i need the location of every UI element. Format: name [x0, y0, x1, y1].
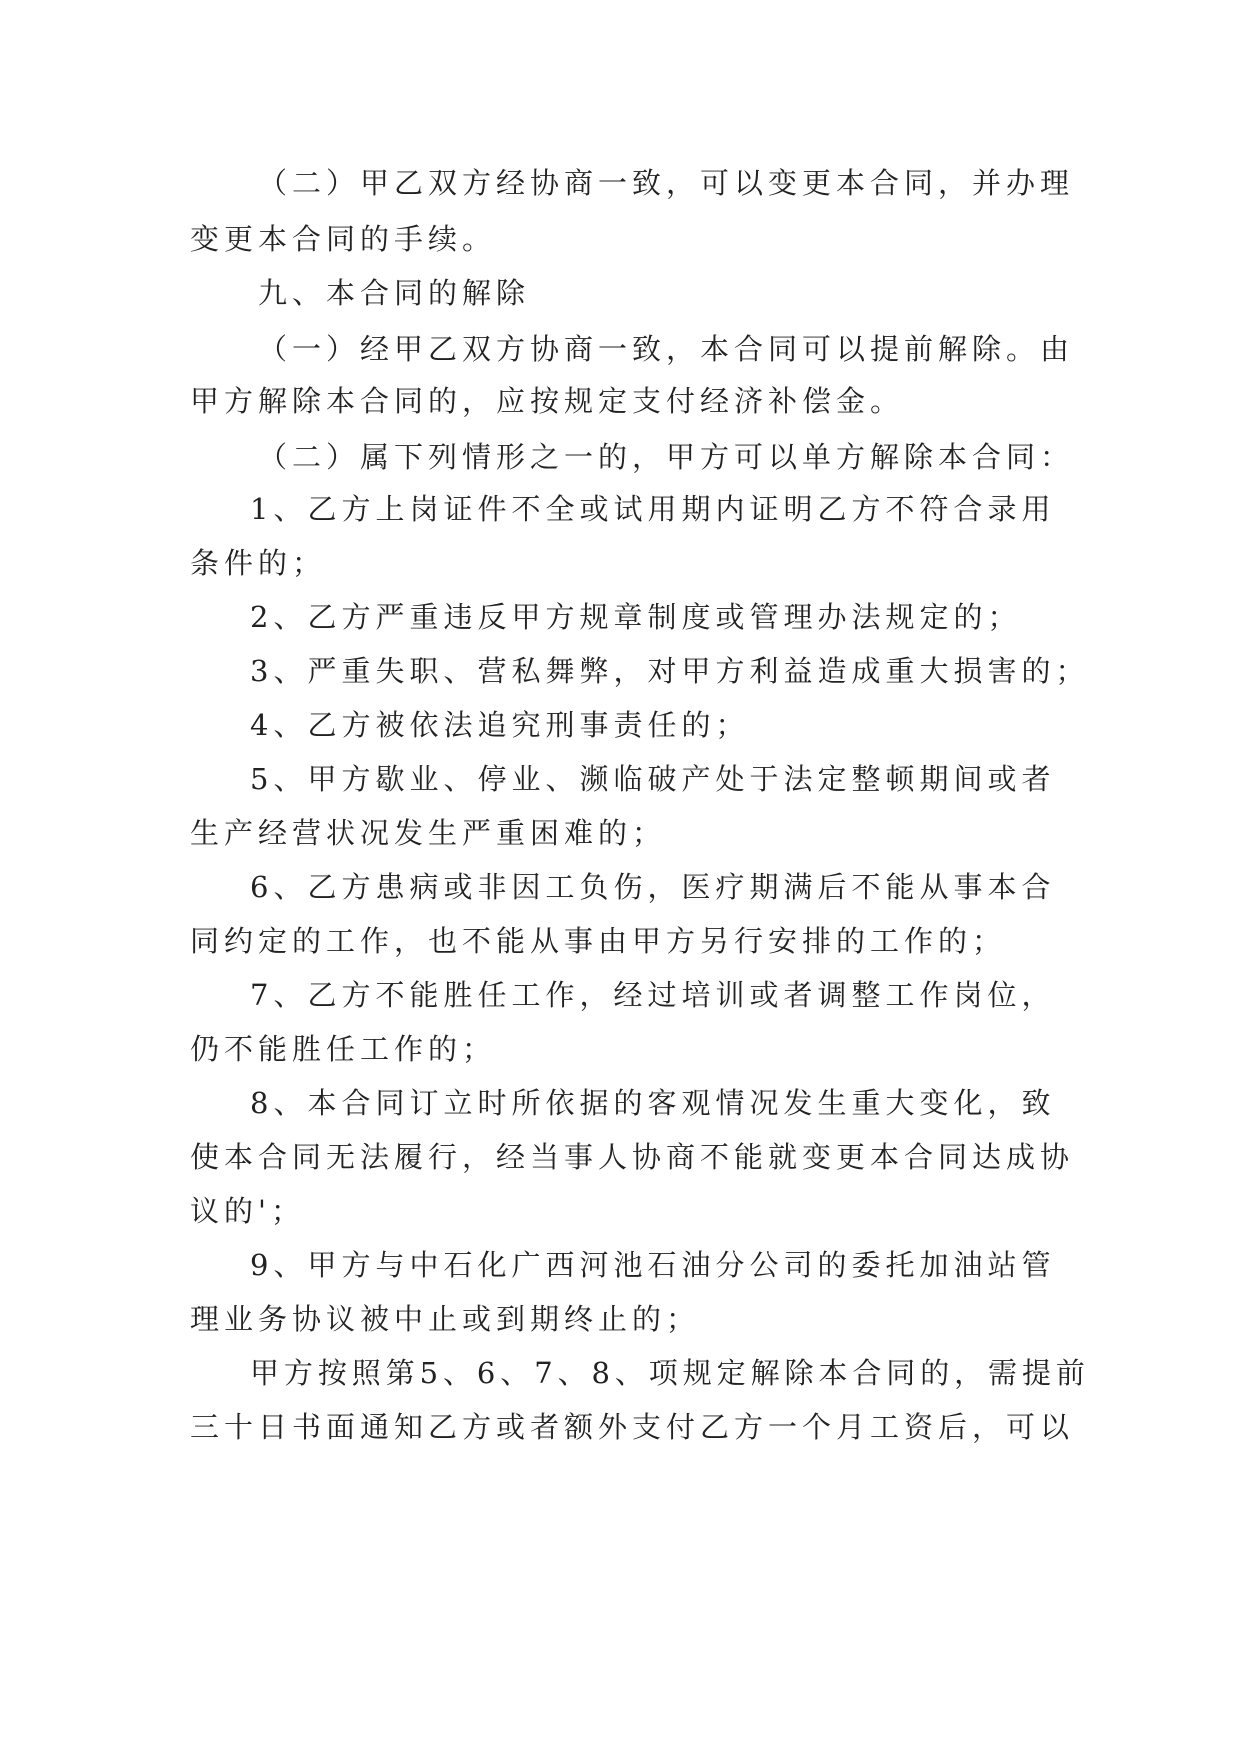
paragraph-line: 变更本合同的手续。: [190, 222, 497, 256]
paragraph-line: 使本合同无法履行，经当事人协商不能就变更本合同达成协: [190, 1140, 1075, 1174]
list-item-3: 3、严重失职、营私舞弊，对甲方利益造成重大损害的；: [250, 654, 1090, 688]
paragraph-line: （二）甲乙双方经协商一致，可以变更本合同，并办理: [258, 166, 1075, 200]
paragraph-line: 同约定的工作，也不能从事由甲方另行安排的工作的；: [190, 924, 1007, 958]
paragraph-line: （一）经甲乙双方协商一致，本合同可以提前解除。由: [258, 332, 1075, 366]
paragraph-line: 仍不能胜任工作的；: [190, 1032, 497, 1066]
paragraph-line: 条件的；: [190, 546, 327, 580]
list-item-1: 1、乙方上岗证件不全或试用期内证明乙方不符合录用: [250, 492, 1056, 526]
list-item-4: 4、乙方被依法追究刑事责任的；: [250, 708, 750, 742]
paragraph-line: 甲方解除本合同的，应按规定支付经济补偿金。: [190, 384, 905, 418]
section-heading: 九、本合同的解除: [258, 276, 531, 310]
list-item-2: 2、乙方严重违反甲方规章制度或管理办法规定的；: [250, 600, 1022, 634]
list-item-7: 7、乙方不能胜任工作，经过培训或者调整工作岗位，: [250, 978, 1056, 1012]
list-item-9: 9、甲方与中石化广西河池石油分公司的委托加油站管: [250, 1248, 1056, 1282]
paragraph-line: 甲方按照第5、6、7、8、项规定解除本合同的，需提前: [250, 1356, 1090, 1390]
paragraph-line: 生产经营状况发生严重困难的；: [190, 816, 667, 850]
paragraph-line: 三十日书面通知乙方或者额外支付乙方一个月工资后，可以: [190, 1410, 1075, 1444]
paragraph-line: 理业务协议被中止或到期终止的；: [190, 1302, 701, 1336]
list-item-8: 8、本合同订立时所依据的客观情况发生重大变化，致: [250, 1086, 1056, 1120]
paragraph-line: （二）属下列情形之一的，甲方可以单方解除本合同：: [258, 440, 1075, 474]
list-item-6: 6、乙方患病或非因工负伤，医疗期满后不能从事本合: [250, 870, 1056, 904]
paragraph-line: 议的'；: [190, 1194, 305, 1228]
list-item-5: 5、甲方歇业、停业、濒临破产处于法定整顿期间或者: [250, 762, 1056, 796]
